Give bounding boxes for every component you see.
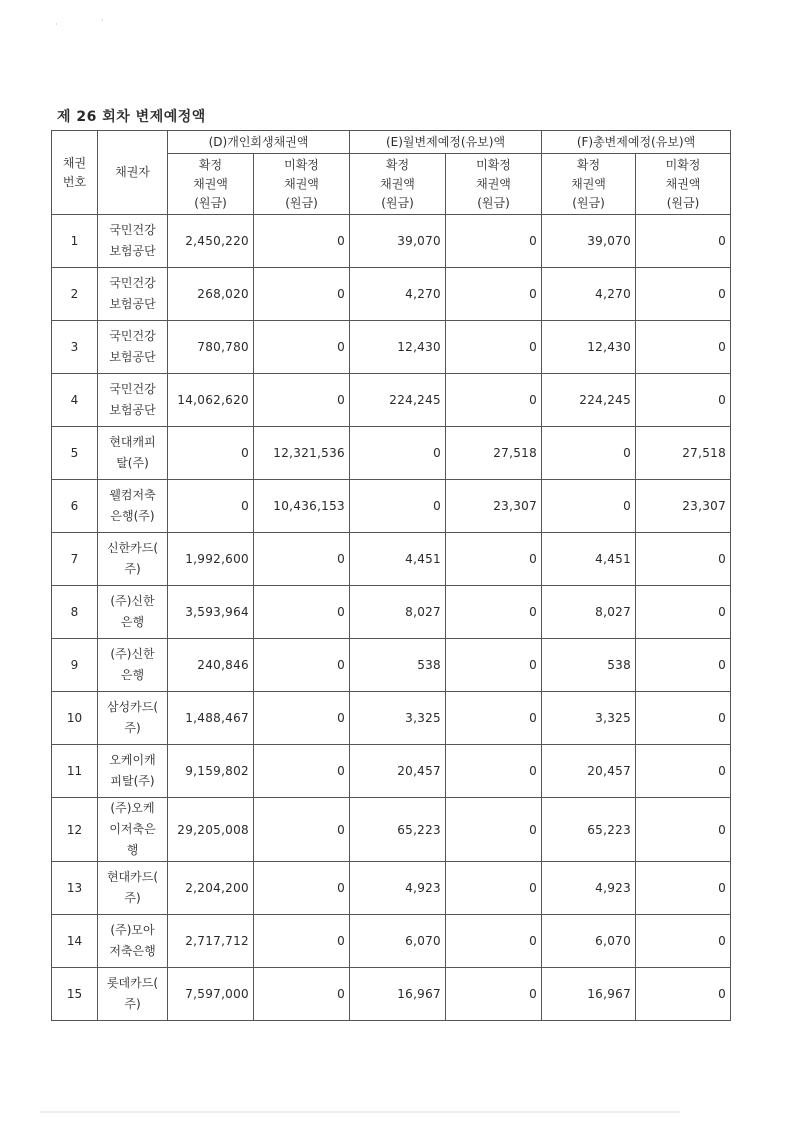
cell-d-confirmed: 7,597,000 <box>168 968 254 1021</box>
header-d-unconfirmed: 미확정 채권액 (원금) <box>254 154 350 215</box>
scan-edge-line <box>40 1111 680 1113</box>
cell-e-confirmed: 39,070 <box>350 215 446 268</box>
cell-e-unconfirmed: 0 <box>446 915 542 968</box>
cell-e-confirmed: 224,245 <box>350 374 446 427</box>
cell-e-confirmed: 538 <box>350 639 446 692</box>
cell-e-unconfirmed: 0 <box>446 215 542 268</box>
creditor-name: 신한카드( 주) <box>98 533 168 586</box>
row-number: 12 <box>52 798 98 862</box>
creditor-name: 오케이캐 피탈(주) <box>98 745 168 798</box>
cell-d-unconfirmed: 0 <box>254 798 350 862</box>
cell-e-unconfirmed: 0 <box>446 639 542 692</box>
creditor-name: 현대캐피 탈(주) <box>98 427 168 480</box>
cell-f-unconfirmed: 0 <box>636 862 731 915</box>
cell-e-unconfirmed: 0 <box>446 533 542 586</box>
cell-e-confirmed: 4,923 <box>350 862 446 915</box>
cell-d-confirmed: 14,062,620 <box>168 374 254 427</box>
cell-d-unconfirmed: 0 <box>254 968 350 1021</box>
cell-e-confirmed: 65,223 <box>350 798 446 862</box>
cell-e-unconfirmed: 23,307 <box>446 480 542 533</box>
creditor-name: 삼성카드( 주) <box>98 692 168 745</box>
creditor-name: 국민건강 보험공단 <box>98 374 168 427</box>
repayment-schedule-table <box>51 130 731 1021</box>
cell-d-unconfirmed: 0 <box>254 268 350 321</box>
table-row <box>52 480 731 533</box>
row-number: 13 <box>52 862 98 915</box>
cell-f-confirmed: 3,325 <box>542 692 636 745</box>
cell-e-unconfirmed: 0 <box>446 321 542 374</box>
cell-e-unconfirmed: 0 <box>446 268 542 321</box>
cell-f-unconfirmed: 0 <box>636 586 731 639</box>
cell-f-confirmed: 0 <box>542 480 636 533</box>
cell-e-confirmed: 12,430 <box>350 321 446 374</box>
cell-f-unconfirmed: 0 <box>636 533 731 586</box>
table-row <box>52 745 731 798</box>
cell-f-unconfirmed: 0 <box>636 321 731 374</box>
cell-d-unconfirmed: 0 <box>254 533 350 586</box>
cell-d-confirmed: 0 <box>168 480 254 533</box>
cell-e-unconfirmed: 0 <box>446 586 542 639</box>
row-number: 14 <box>52 915 98 968</box>
table-row <box>52 215 731 268</box>
cell-f-unconfirmed: 0 <box>636 215 731 268</box>
table-row <box>52 321 731 374</box>
cell-e-confirmed: 8,027 <box>350 586 446 639</box>
cell-d-confirmed: 29,205,008 <box>168 798 254 862</box>
creditor-name: (주)신한 은행 <box>98 586 168 639</box>
table-row <box>52 692 731 745</box>
cell-f-unconfirmed: 0 <box>636 374 731 427</box>
creditor-name: (주)모아 저축은행 <box>98 915 168 968</box>
creditor-name: 국민건강 보험공단 <box>98 268 168 321</box>
header-group-e: (E)월변제예정(유보)액 <box>350 131 542 154</box>
row-number: 10 <box>52 692 98 745</box>
header-creditor-no: 채권 번호 <box>52 131 98 215</box>
cell-f-confirmed: 6,070 <box>542 915 636 968</box>
table-row <box>52 374 731 427</box>
cell-d-confirmed: 780,780 <box>168 321 254 374</box>
row-number: 8 <box>52 586 98 639</box>
cell-d-unconfirmed: 0 <box>254 745 350 798</box>
cell-e-confirmed: 6,070 <box>350 915 446 968</box>
cell-e-unconfirmed: 0 <box>446 862 542 915</box>
cell-e-confirmed: 4,451 <box>350 533 446 586</box>
cell-f-confirmed: 4,270 <box>542 268 636 321</box>
cell-d-confirmed: 2,717,712 <box>168 915 254 968</box>
table-row <box>52 862 731 915</box>
cell-f-confirmed: 4,923 <box>542 862 636 915</box>
cell-d-unconfirmed: 0 <box>254 862 350 915</box>
table-row <box>52 798 731 862</box>
cell-f-unconfirmed: 0 <box>636 692 731 745</box>
cell-e-unconfirmed: 0 <box>446 968 542 1021</box>
header-f-unconfirmed: 미확정 채권액 (원금) <box>636 154 731 215</box>
row-number: 15 <box>52 968 98 1021</box>
creditor-name: 국민건강 보험공단 <box>98 321 168 374</box>
cell-f-unconfirmed: 0 <box>636 745 731 798</box>
header-f-confirmed: 확정 채권액 (원금) <box>542 154 636 215</box>
header-d-confirmed: 확정 채권액 (원금) <box>168 154 254 215</box>
cell-d-unconfirmed: 10,436,153 <box>254 480 350 533</box>
cell-d-unconfirmed: 0 <box>254 215 350 268</box>
creditor-name: (주)오케 이저축은 행 <box>98 798 168 862</box>
cell-f-unconfirmed: 0 <box>636 915 731 968</box>
header-creditor: 채권자 <box>98 131 168 215</box>
cell-f-confirmed: 65,223 <box>542 798 636 862</box>
header-e-confirmed: 확정 채권액 (원금) <box>350 154 446 215</box>
table-row <box>52 915 731 968</box>
table-row <box>52 533 731 586</box>
row-number: 1 <box>52 215 98 268</box>
cell-d-unconfirmed: 12,321,536 <box>254 427 350 480</box>
header-group-d: (D)개인회생채권액 <box>168 131 350 154</box>
cell-f-confirmed: 224,245 <box>542 374 636 427</box>
row-number: 4 <box>52 374 98 427</box>
row-number: 2 <box>52 268 98 321</box>
creditor-name: 국민건강 보험공단 <box>98 215 168 268</box>
cell-f-unconfirmed: 0 <box>636 639 731 692</box>
cell-e-confirmed: 4,270 <box>350 268 446 321</box>
cell-e-unconfirmed: 0 <box>446 745 542 798</box>
cell-e-confirmed: 0 <box>350 427 446 480</box>
page-title: 제 26 회차 변제예정액 <box>57 109 206 125</box>
cell-f-confirmed: 16,967 <box>542 968 636 1021</box>
row-number: 6 <box>52 480 98 533</box>
cell-d-confirmed: 0 <box>168 427 254 480</box>
row-number: 5 <box>52 427 98 480</box>
cell-f-confirmed: 538 <box>542 639 636 692</box>
cell-d-confirmed: 2,204,200 <box>168 862 254 915</box>
table-row <box>52 968 731 1021</box>
cell-f-confirmed: 0 <box>542 427 636 480</box>
row-number: 11 <box>52 745 98 798</box>
cell-d-confirmed: 9,159,802 <box>168 745 254 798</box>
cell-e-unconfirmed: 0 <box>446 798 542 862</box>
cell-d-confirmed: 240,846 <box>168 639 254 692</box>
creditor-name: 롯데카드( 주) <box>98 968 168 1021</box>
cell-e-confirmed: 3,325 <box>350 692 446 745</box>
cell-f-unconfirmed: 0 <box>636 268 731 321</box>
creditor-name: 현대카드( 주) <box>98 862 168 915</box>
table-row <box>52 268 731 321</box>
cell-d-unconfirmed: 0 <box>254 586 350 639</box>
row-number: 3 <box>52 321 98 374</box>
cell-f-confirmed: 8,027 <box>542 586 636 639</box>
cell-d-unconfirmed: 0 <box>254 639 350 692</box>
cell-f-confirmed: 4,451 <box>542 533 636 586</box>
creditor-name: (주)신한 은행 <box>98 639 168 692</box>
table-body <box>52 215 731 1021</box>
cell-e-unconfirmed: 0 <box>446 374 542 427</box>
cell-d-confirmed: 2,450,220 <box>168 215 254 268</box>
cell-d-unconfirmed: 0 <box>254 321 350 374</box>
cell-d-unconfirmed: 0 <box>254 692 350 745</box>
cell-d-confirmed: 3,593,964 <box>168 586 254 639</box>
cell-d-confirmed: 1,488,467 <box>168 692 254 745</box>
table-row <box>52 639 731 692</box>
cell-e-confirmed: 20,457 <box>350 745 446 798</box>
cell-f-unconfirmed: 23,307 <box>636 480 731 533</box>
cell-e-confirmed: 0 <box>350 480 446 533</box>
table-row <box>52 427 731 480</box>
cell-d-unconfirmed: 0 <box>254 374 350 427</box>
cell-f-unconfirmed: 0 <box>636 968 731 1021</box>
cell-f-confirmed: 12,430 <box>542 321 636 374</box>
header-e-unconfirmed: 미확정 채권액 (원금) <box>446 154 542 215</box>
creditor-name: 웰컴저축 은행(주) <box>98 480 168 533</box>
cell-d-unconfirmed: 0 <box>254 915 350 968</box>
header-group-f: (F)총변제예정(유보)액 <box>542 131 731 154</box>
cell-e-unconfirmed: 0 <box>446 692 542 745</box>
cell-e-confirmed: 16,967 <box>350 968 446 1021</box>
cell-f-unconfirmed: 0 <box>636 798 731 862</box>
cell-f-confirmed: 39,070 <box>542 215 636 268</box>
cell-d-confirmed: 268,020 <box>168 268 254 321</box>
cell-d-confirmed: 1,992,600 <box>168 533 254 586</box>
cell-e-unconfirmed: 27,518 <box>446 427 542 480</box>
row-number: 7 <box>52 533 98 586</box>
cell-f-confirmed: 20,457 <box>542 745 636 798</box>
cell-f-unconfirmed: 27,518 <box>636 427 731 480</box>
table-row <box>52 586 731 639</box>
row-number: 9 <box>52 639 98 692</box>
